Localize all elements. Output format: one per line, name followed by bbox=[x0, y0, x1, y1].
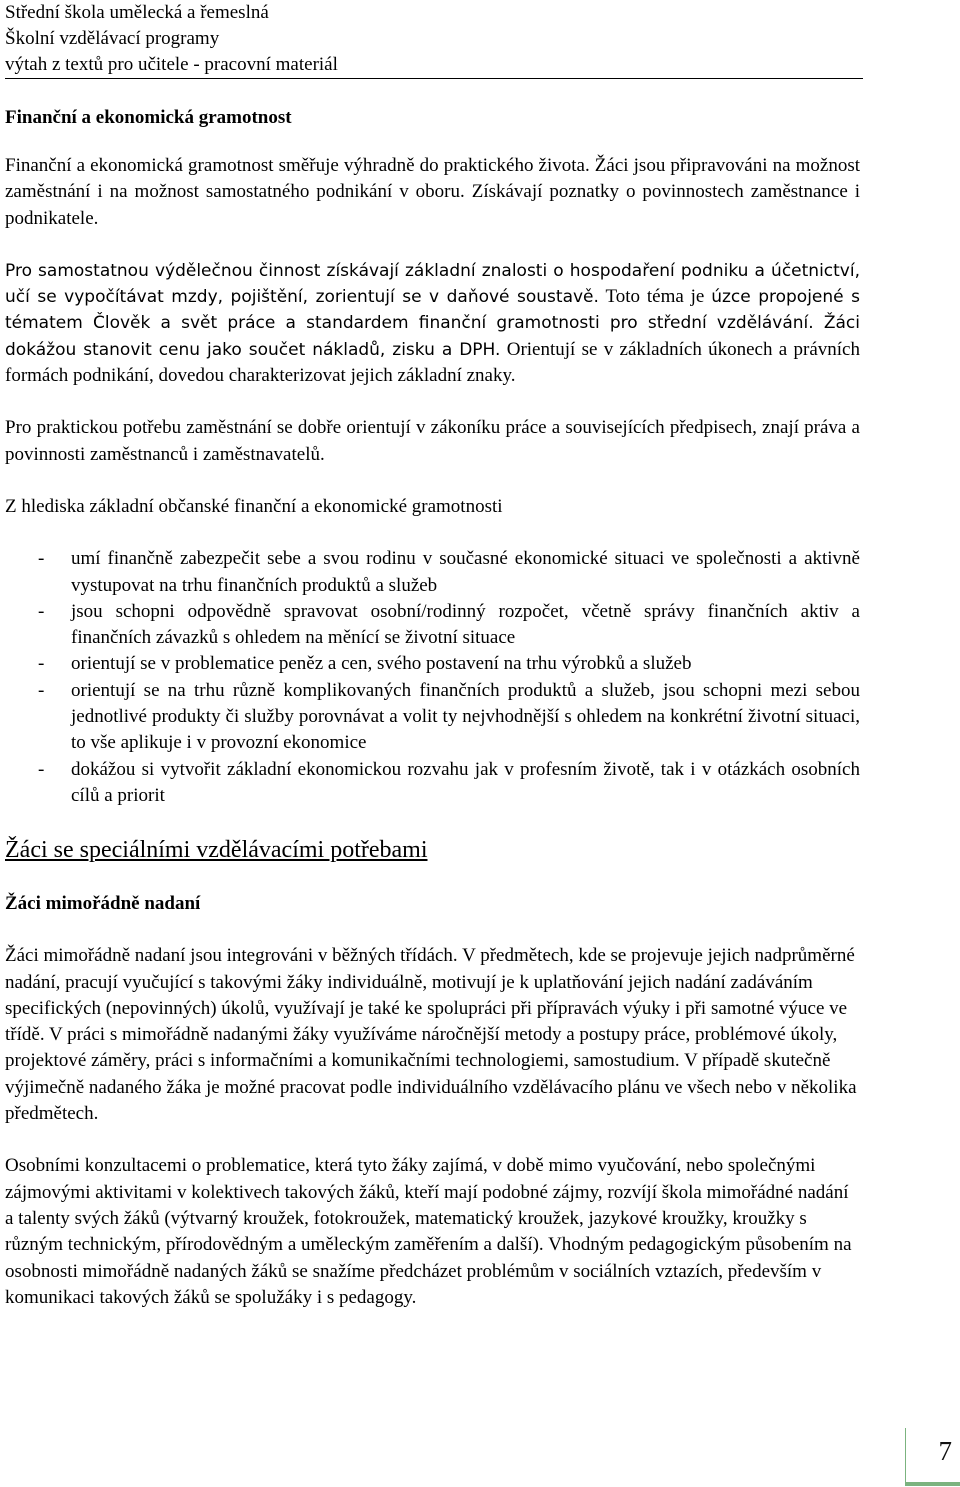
list-item bbox=[5, 651, 860, 677]
competence-list bbox=[5, 546, 860, 809]
list-marker: - bbox=[38, 758, 45, 780]
list-marker: - bbox=[38, 653, 45, 675]
list-item bbox=[5, 678, 860, 757]
paragraph-financial-skills bbox=[5, 258, 860, 389]
list-item bbox=[5, 546, 860, 599]
paragraph-financial-skills-part1: Pro samostatnou výdělečnou činnost získávají základní znalosti o hospodaření podniku a účetnictví, učí se vypočítávat mzdy, pojištění, zorientují se v daňové soustavě. bbox=[5, 260, 860, 308]
header-divider bbox=[5, 78, 863, 79]
subsection-title-gifted: Žáci mimořádně nadaní bbox=[5, 893, 201, 915]
list-marker: - bbox=[38, 600, 45, 622]
section-title-financial: Finanční a ekonomická gramotnost bbox=[5, 107, 292, 128]
list-item-text: dokážou si vytvořit základní ekonomickou rozvahu jak v profesním životě, tak i v otázkách osobních cílů a priorit bbox=[71, 758, 860, 806]
paragraph-gifted-integration: Žáci mimořádně nadaní jsou integrováni v běžných třídách. V předmětech, kde se projevuje jejich nadprůměrné nadání, pracují vyučující s takovými žáky individuálně, motivují je k uplatňování jejich nadání zadáváním specifických (nepovinných) úkolů, využívají je také ke spolupráci při přípravách výuky i při samotné výuce ve třídě. V práci s mimořádně nadanými žáky využíváme náročnější metody a postupy práce, problémové úkoly, projektové záměry, práci s informačními a komunikačními technologiemi, samostudium. V případě skutečně výjimečně nadaného žáka je možné pracovat podle individuálního vzdělávacího plánu ve všech nebo v několika předmětech. bbox=[5, 945, 857, 1125]
list-item-text: orientují se v problematice peněz a cen, svého postavení na trhu výrobků a služeb bbox=[71, 653, 692, 675]
list-item-text: orientují se na trhu různě komplikovaných finančních produktů a služeb, jsou schopni mezi sebou jednotlivé produkty či služby porovnávat a volit ty nejvhodnější s ohledem na konkrétní životní situaci, to vše aplikuje i v provozní ekonomice bbox=[71, 679, 860, 754]
list-item-text: umí finančně zabezpečit sebe a svou rodinu v současné ekonomické situaci ve společnosti a aktivně vystupovat na trhu finančních produktů a služeb bbox=[71, 548, 860, 596]
paragraph-financial-skills-part3: úzce propojené s tématem Člověk a svět práce a standardem finanční gramotnosti pro střední vzdělávání. Žáci dokážou stanovit cenu jako součet nákladů, zisku a DPH. bbox=[5, 287, 860, 360]
list-marker: - bbox=[38, 548, 45, 570]
list-item-text: jsou schopni odpovědně spravovat osobní/rodinný rozpočet, včetně správy finančních aktiv a finančních závazků s ohledem na měnící se životní situace bbox=[71, 600, 860, 649]
paragraph-financial-intro: Finanční a ekonomická gramotnost směřuje výhradně do praktického života. Žáci jsou připravováni na možnost zaměstnání i na možnost samostatného podnikání v oboru. Získávají poznatky o povinnostech zaměstnance i podnikatele. bbox=[5, 155, 860, 229]
page-number-box bbox=[905, 1428, 960, 1486]
paragraph-financial-skills-part4: Orientují se v základních úkonech a právních formách podnikání, dovedou charakterizovat jejich základní znaky. bbox=[5, 338, 860, 387]
paragraph-gifted-activities: Osobními konzultacemi o problematice, která tyto žáky zajímá, v době mimo vyučování, nebo společnými zájmovými aktivitami v kolektivech takových žáků, kteří mají podobné zájmy, rozvíjí škola mimořádné nadání a talenty svých žáků (výtvarný kroužek, fotokroužek, matematický kroužek, jazykové kroužky, kroužky s různým technickým, přírodovědným a uměleckým zaměřením a další). Vhodným pedagogickým působením na osobnosti mimořádně nadaných žáků se snažíme předcházet problémům v sociálních vztazích, především v komunikaci takových žáků se spolužáky i s pedagogy. bbox=[5, 1155, 852, 1308]
paragraph-labour-law: Pro praktickou potřebu zaměstnání se dobře orientují v zákoníku práce a souvisejících předpisech, znají práva a povinnosti zaměstnanců i zaměstnavatelů. bbox=[5, 417, 860, 465]
page-number: 7 bbox=[938, 1436, 952, 1466]
section-title-special-needs: Žáci se speciálními vzdělávacími potřebami bbox=[5, 837, 428, 864]
list-item bbox=[5, 757, 860, 810]
paragraph-list-intro: Z hlediska základní občanské finanční a ekonomické gramotnosti bbox=[5, 495, 503, 517]
page-header bbox=[5, 0, 863, 78]
header-programs: Školní vzdělávací programy bbox=[5, 28, 220, 49]
paragraph-financial-skills-part2: Toto téma je bbox=[598, 286, 712, 308]
header-subtitle: výtah z textů pro učitele - pracovní materiál bbox=[5, 54, 338, 75]
list-item bbox=[5, 599, 860, 652]
list-marker: - bbox=[38, 679, 45, 701]
document-body bbox=[5, 105, 860, 1311]
header-school: Střední škola umělecká a řemeslná bbox=[5, 2, 269, 23]
